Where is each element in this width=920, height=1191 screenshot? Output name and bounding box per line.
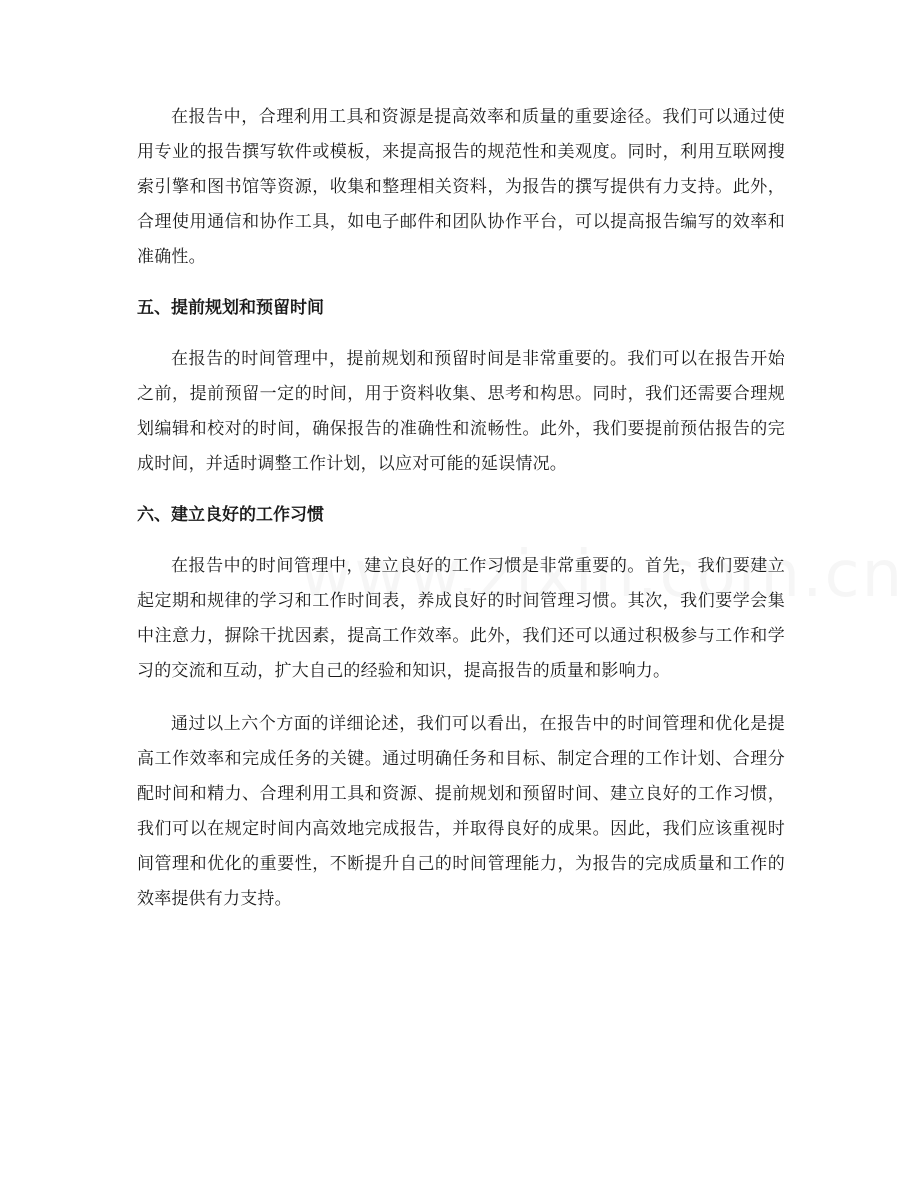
spacer [137, 689, 785, 707]
document-body [137, 100, 785, 917]
paragraph-tools-resources: 在报告中，合理利用工具和资源是提高效率和质量的重要途径。我们可以通过使用专业的报告撰写软件或模板，来提高报告的规范性和美观度。同时，利用互联网搜索引擎和图书馆等资源，收集和整理相关资料，为报告的撰写提供有力支持。此外，合理使用通信和协作工具，如电子邮件和团队协作平台，可以提高报告编写的效率和准确性。 [137, 107, 785, 267]
section-heading-5: 五、提前规划和预留时间 [137, 298, 324, 318]
spacer [137, 275, 785, 291]
spacer [137, 533, 785, 549]
section-heading-6: 六、建立良好的工作习惯 [137, 505, 324, 525]
paragraph-conclusion: 通过以上六个方面的详细论述，我们可以看出，在报告中的时间管理和优化是提高工作效率和完成任务的关键。通过明确任务和目标、制定合理的工作计划、合理分配时间和精力、合理利用工具和资源、提前规划和预留时间、建立良好的工作习惯，我们可以在规定时间内高效地完成报告，并取得良好的成果。因此，我们应该重视时间管理和优化的重要性，不断提升自己的时间管理能力，为报告的完成质量和工作的效率提供有力支持。 [137, 714, 785, 909]
spacer [137, 326, 785, 342]
spacer [137, 482, 785, 498]
paragraph-work-habits: 在报告中的时间管理中，建立良好的工作习惯是非常重要的。首先，我们要建立起定期和规律的学习和工作时间表，养成良好的时间管理习惯。其次，我们要学会集中注意力，摒除干扰因素，提高工作效率。此外，我们还可以通过积极参与工作和学习的交流和互动，扩大自己的经验和知识，提高报告的质量和影响力。 [137, 556, 785, 681]
paragraph-planning-time: 在报告的时间管理中，提前规划和预留时间是非常重要的。我们可以在报告开始之前，提前预留一定的时间，用于资料收集、思考和构思。同时，我们还需要合理规划编辑和校对的时间，确保报告的准确性和流畅性。此外，我们要提前预估报告的完成时间，并适时调整工作计划，以应对可能的延误情况。 [137, 349, 785, 474]
